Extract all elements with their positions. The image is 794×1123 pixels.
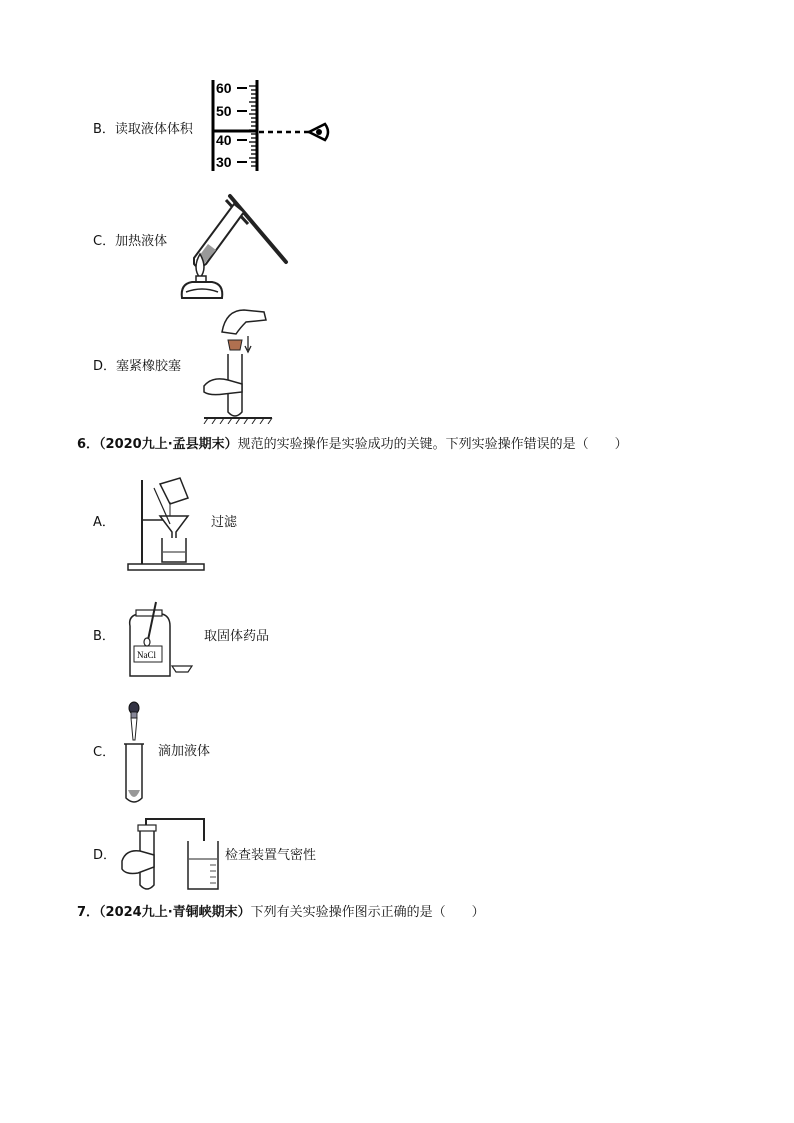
bottle-label: NaCl — [137, 650, 156, 660]
option-text: 读取液体体积 — [114, 122, 193, 137]
question-6-stem — [77, 437, 628, 453]
take-solid-reagent-figure — [124, 596, 196, 680]
q6-option-c-letter: C． — [93, 745, 116, 760]
question-text: 下列有关实验操作图示正确的是（ ） — [250, 905, 485, 920]
option-letter: C． — [93, 234, 116, 249]
tick-label-50: 50 — [216, 103, 232, 119]
option-letter: B． — [93, 122, 115, 137]
q6-option-b-letter: B． — [93, 629, 115, 644]
q6-option-a-text: 过滤 — [211, 515, 238, 530]
filtration-figure — [126, 476, 206, 572]
dropping-liquid-figure — [120, 700, 150, 806]
option-d-insert-stopper — [93, 359, 181, 375]
question-7-stem — [77, 905, 485, 921]
q6-option-d-letter: D． — [93, 848, 117, 863]
q6-option-b-text: 取固体药品 — [204, 629, 270, 644]
option-c-heating-liquid — [93, 234, 167, 250]
tick-label-60: 60 — [216, 80, 232, 96]
tick-label-30: 30 — [216, 154, 232, 170]
option-text: 塞紧橡胶塞 — [116, 359, 182, 374]
option-letter: D． — [93, 359, 117, 374]
insert-stopper-figure — [200, 306, 275, 424]
tick-label-40: 40 — [216, 132, 232, 148]
option-text: 加热液体 — [115, 234, 168, 249]
q6-option-d-text: 检查装置气密性 — [225, 848, 317, 863]
question-text: 规范的实验操作是实验成功的关键。下列实验操作错误的是（ ） — [237, 437, 628, 452]
question-source: （2024九上·青铜峡期末） — [99, 905, 251, 920]
airtightness-check-figure — [120, 815, 220, 893]
option-b-reading-volume — [93, 122, 193, 138]
q6-option-c-text: 滴加液体 — [158, 744, 211, 759]
question-number: 7． — [77, 905, 100, 920]
question-number: 6． — [77, 437, 100, 452]
q6-option-a-letter: A． — [93, 515, 115, 530]
graduated-cylinder-figure — [205, 78, 340, 173]
question-source: （2020九上·孟县期末） — [99, 437, 238, 452]
heating-test-tube-figure — [178, 188, 293, 300]
